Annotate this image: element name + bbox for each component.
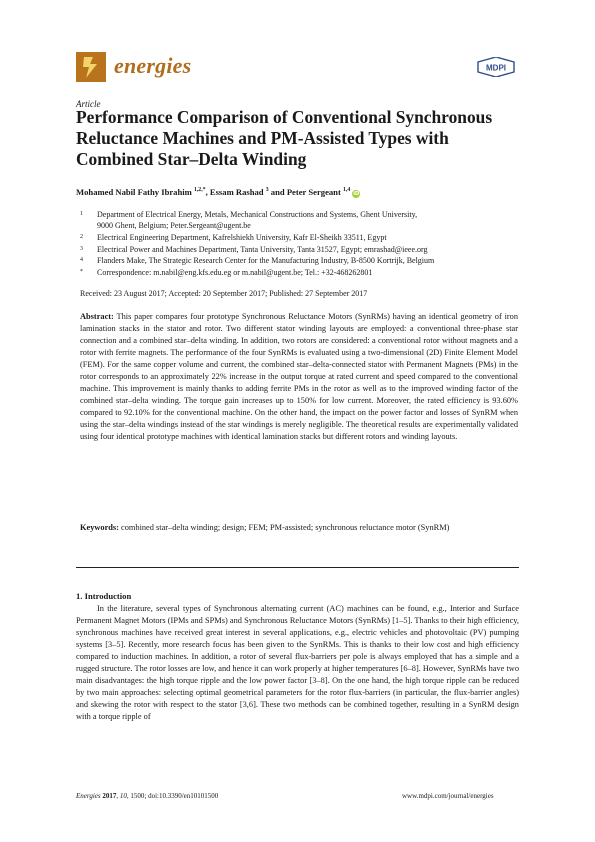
mdpi-logo-icon[interactable] <box>477 57 515 77</box>
author-name: Peter Sergeant <box>286 187 341 197</box>
affiliation-marker: 1 <box>80 211 83 217</box>
affiliation-superscript: 1,4 <box>342 187 351 194</box>
citation-link[interactable]: [6–8] <box>400 664 419 673</box>
keywords-text: combined star–delta winding; design; FEM; PM-assisted; synchronous reluctance motor (SynRM) <box>121 523 450 532</box>
orcid-icon[interactable]: iD <box>353 191 360 197</box>
correspondence-marker: * <box>80 269 83 275</box>
author-list <box>76 187 360 198</box>
footer-year: 2017 <box>102 792 117 800</box>
page-title: Performance Comparison of Conventional Synchronous Reluctance Machines and PM-Assisted Types with Combined Star–Delta Winding <box>76 107 493 169</box>
paragraph-text: . On the one hand, the high torque ripple can be reduced by two main approaches: selecting optimal geometrical parameters for the rotor flux-barriers (in particular, the flux-barrier angles) and skewing the rotor with respect to the stator <box>76 676 519 709</box>
footer-citation: Energies 2017, 10, 1500; doi:10.3390/en10101500 <box>76 792 219 800</box>
citation-link[interactable]: [3–5] <box>105 640 124 649</box>
author-name: Mohamed Nabil Fathy Ibrahim <box>76 187 192 197</box>
journal-logo-icon <box>76 52 106 82</box>
affiliation-marker: 4 <box>80 257 83 263</box>
citation-link[interactable]: [1–5] <box>392 616 411 625</box>
author-name: Essam Rashad <box>209 187 264 197</box>
body-paragraph <box>76 603 519 723</box>
journal-name: energies <box>114 53 192 78</box>
affiliation-text: Electrical Engineering Department, Kafrelshiekh University, Kafr El-Sheikh 33511, Egypt <box>97 233 387 242</box>
footer-url[interactable]: www.mdpi.com/journal/energies <box>402 792 494 800</box>
correspondence-text: Correspondence: m.nabil@eng.kfs.edu.eg or m.nabil@ugent.be; Tel.: +32-468262801 <box>97 268 373 277</box>
footer-doi: , 1500; doi:10.3390/en10101500 <box>126 792 219 800</box>
author-separator: , <box>205 187 210 197</box>
paragraph-text: . These two methods can be combined together, resulting in a SynRM design with a torque ripple of <box>76 700 519 721</box>
affiliation-text-continued: 9000 Ghent, Belgium; Peter.Sergeant@ugent.be <box>97 221 251 230</box>
affiliation-text: Flanders Make, The Strategic Research Center for the Manufacturing Industry, B-8500 Kortrijk, Belgium <box>97 256 435 265</box>
affiliation-marker: 2 <box>80 234 83 240</box>
keywords <box>80 522 518 534</box>
paragraph-text: In the literature, several types of Synchronous alternating current (AC) machines can be found, e.g., Interior and Surface Permanent Magnet Motors (IPMs and SPMs) and Synchronous Reluctance Motors (SynRMs) <box>76 604 519 625</box>
affiliation-superscript: 1,2, <box>193 187 203 194</box>
corresponding-mark: * <box>202 187 206 194</box>
paragraph-text: . Thanks to their high efficiency, synchronous machines have received great interest in several applications, e.g., electric vehicles and photovoltaic (PV) pumping systems <box>76 616 519 649</box>
abstract-label: Abstract: <box>80 312 114 321</box>
section-heading: 1. Introduction <box>76 591 132 601</box>
affiliation-text: Department of Electrical Energy, Metals, Mechanical Constructions and Systems, Ghent University, <box>97 210 418 219</box>
abstract-text: This paper compares four prototype Synchronous Reluctance Motors (SynRMs) having an identical geometry of iron lamination stacks in the stator and rotor. Two different stator winding layouts are employed: a conventional three-phase star connection and a combined star–delta winding. In addition, two rotors are considered: a conventional rotor without magnets and a rotor with ferrite magnets. The performance of the four SynRMs is evaluated using a two-dimensional (2D) Finite Element Model (FEM). For the same copper volume and current, the combined star–delta-connected stator with Permanent Magnets (PMs) in the rotor corresponds to an approximately 22% increase in the output torque at rated current and speed compared to the conventional machine. This improvement is mainly thanks to adding ferrite PMs in the rotor as well as to the improved winding factor of the combined star–delta winding. The torque gain increases up to 150% for low current. Moreover, the rated efficiency is 93.60% compared to 92.10% for the conventional machine. On the other hand, the impact on the power factor and losses of SynRM when using the star–delta windings instead of the star windings is merely negligible. The theoretical results are experimentally validated using four identical prototype machines with identical lamination stacks but different rotors and winding layouts. <box>80 312 519 441</box>
citation-link[interactable]: [3–8] <box>309 676 328 685</box>
footer-volume: 10 <box>119 792 127 800</box>
keywords-label: Keywords: <box>80 523 119 532</box>
citation-link[interactable]: [3,6] <box>239 700 256 709</box>
article-type: Article <box>76 99 101 109</box>
paragraph-text: . However, SynRMs have two main disadvantages: the high torque ripple and the low power factor <box>76 664 519 685</box>
lightning-bolt-icon <box>76 52 106 82</box>
affiliation-superscript: 3 <box>265 187 269 194</box>
mdpi-logo-text: MDPI <box>486 63 506 73</box>
affiliation-text: Electrical Power and Machines Department, Tanta University, Tanta 31527, Egypt; emrashad@ieee.org <box>97 245 428 254</box>
author-separator: and <box>268 187 287 197</box>
abstract <box>80 311 518 443</box>
publication-dates: Received: 23 August 2017; Accepted: 20 September 2017; Published: 27 September 2017 <box>80 289 368 298</box>
affiliation-marker: 3 <box>80 246 83 252</box>
footer-journal: Energies <box>76 792 101 800</box>
section-divider <box>76 567 519 568</box>
paragraph-text: . Recently, more research focus has been given to the SynRMs. This is thanks to their low cost and high efficiency compared to induction machines. In addition, a rotor of several flux-barriers per pole is always employed that has a simple and a rugged structure. The rotor losses are low, and hence it can work properly at higher temperatures <box>76 640 519 673</box>
